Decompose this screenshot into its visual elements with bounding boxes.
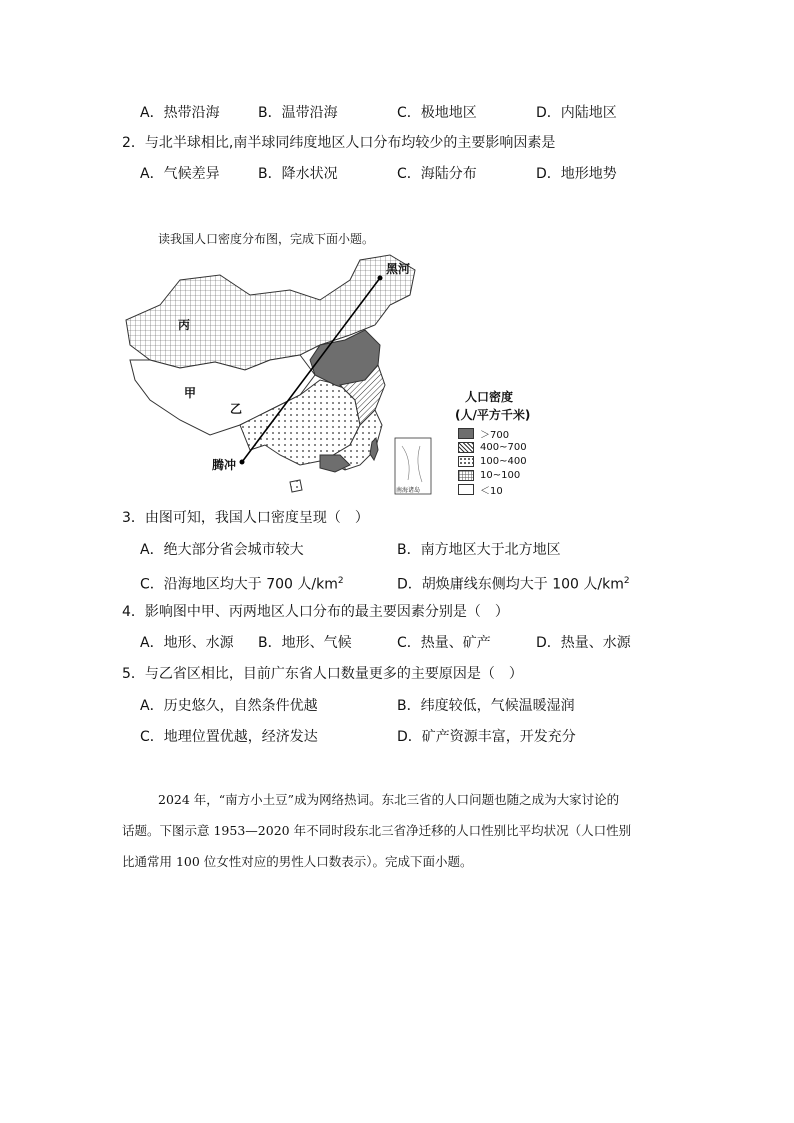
- q4-option-b: B．地形、气候: [258, 635, 352, 651]
- passage-line-3: 比通常用 100 位女性对应的男性人口数表示）。完成下面小题。: [122, 854, 473, 869]
- population-density-map: [120, 250, 540, 500]
- q4-option-d: D．热量、水源: [536, 635, 631, 651]
- q1-option-b: B．温带沿海: [258, 105, 338, 121]
- q2-option-c: C．海陆分布: [397, 166, 477, 182]
- q3-stem: 3．由图可知，我国人口密度呈现（ ）: [122, 510, 369, 526]
- q5-stem: 5．与乙省区相比，目前广东省人口数量更多的主要原因是（ ）: [122, 666, 523, 682]
- q1-option-c: C．极地地区: [397, 105, 477, 121]
- q3-option-c: C．沿海地区均大于 700 人$/km^2$: [140, 576, 344, 593]
- q2-option-d: D．地形地势: [536, 166, 617, 182]
- label-bing: 丙: [178, 318, 191, 332]
- legend-label-400-700: 400~700: [480, 441, 527, 453]
- legend: [458, 426, 538, 496]
- legend-label-lt10: ＜10: [480, 485, 503, 497]
- hainan: [290, 480, 302, 492]
- legend-unit: (人/平方千米): [455, 408, 531, 422]
- q5-option-a: A．历史悠久，自然条件优越: [140, 698, 318, 714]
- q3-option-d: D．胡焕庸线东侧均大于 100 人$/km^2$: [397, 576, 630, 593]
- q5-option-d: D．矿产资源丰富，开发充分: [397, 729, 576, 745]
- passage: [122, 784, 682, 877]
- legend-swatch-100-400: [458, 456, 474, 467]
- q3-option-a: A．绝大部分省会城市较大: [140, 542, 304, 558]
- q2-option-b: B．降水状况: [258, 166, 338, 182]
- q2-stem: 2．与北半球相比,南半球同纬度地区人口分布均较少的主要影响因素是: [122, 135, 556, 151]
- label-tengchong: 腾冲: [212, 458, 237, 472]
- q2-option-a: A．气候差异: [140, 166, 220, 182]
- map-intro: 读我国人口密度分布图，完成下面小题。: [158, 232, 375, 246]
- label-yi: 乙: [230, 402, 243, 416]
- legend-swatch-10-100: [458, 470, 474, 481]
- legend-label-gt700: ＞700: [480, 429, 510, 441]
- legend-label-100-400: 100~400: [480, 455, 527, 467]
- label-heihe: 黑河: [386, 262, 411, 276]
- q1-option-a: A．热带沿海: [140, 105, 220, 121]
- q4-option-a: A．地形、水源: [140, 635, 234, 651]
- label-jia: 甲: [184, 386, 197, 400]
- passage-line-2: 话题。下图示意 1953—2020 年不同时段东北三省净迁移的人口性别比平均状况（人口性别: [122, 823, 632, 838]
- legend-swatch-400-700: [458, 442, 474, 453]
- q5-option-c: C．地理位置优越，经济发达: [140, 729, 318, 745]
- legend-title: 人口密度: [465, 390, 514, 404]
- q4-option-c: C．热量、矿产: [397, 635, 491, 651]
- legend-swatch-gt700: [458, 428, 474, 439]
- legend-label-10-100: 10~100: [480, 469, 521, 481]
- q4-stem: 4．影响图中甲、丙两地区人口分布的最主要因素分别是（ ）: [122, 604, 509, 620]
- passage-line-1: 2024 年，“南方小土豆”成为网络热词。东北三省的人口问题也随之成为大家讨论的: [158, 792, 620, 807]
- q5-option-b: B．纬度较低，气候温暖湿润: [397, 698, 575, 714]
- legend-swatch-lt10: [458, 484, 474, 495]
- q3-option-b: B．南方地区大于北方地区: [397, 542, 561, 558]
- inset-label: 南海诸岛: [396, 487, 421, 494]
- q1-option-d: D．内陆地区: [536, 105, 617, 121]
